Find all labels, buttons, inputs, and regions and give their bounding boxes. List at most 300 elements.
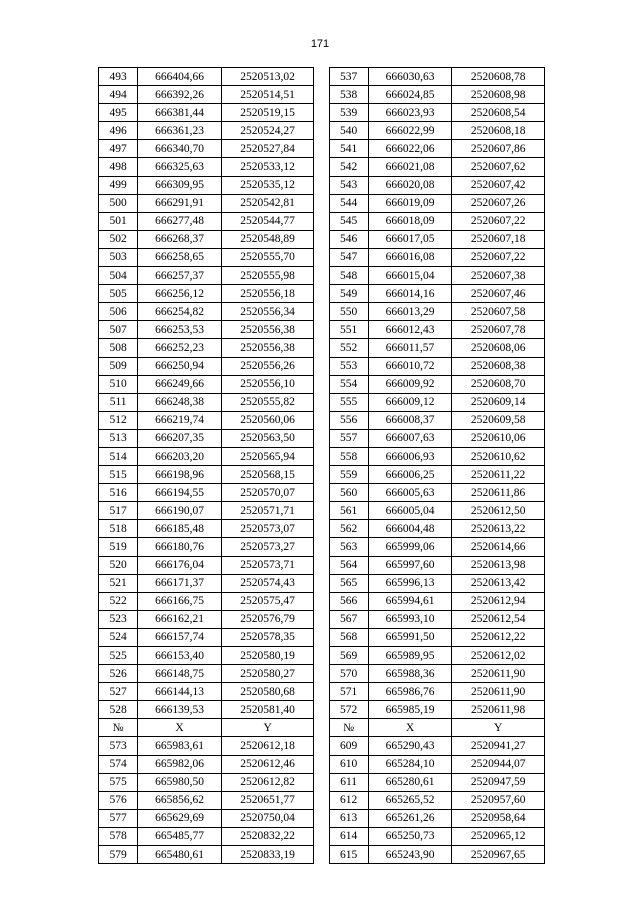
x-coordinate-cell: 666009,92 (368, 375, 452, 393)
point-number-cell: 549 (329, 285, 368, 303)
y-coordinate-cell: 2520555,70 (221, 248, 314, 266)
table-row (99, 158, 545, 176)
column-gap (314, 447, 329, 465)
table-row (99, 357, 545, 375)
y-coordinate-cell: 2520607,22 (452, 248, 545, 266)
column-gap (314, 773, 329, 791)
y-coordinate-cell: 2520542,81 (221, 194, 314, 212)
y-coordinate-cell: 2520612,02 (452, 647, 545, 665)
x-coordinate-cell: 666006,25 (368, 466, 452, 484)
point-number-cell: 610 (329, 755, 368, 773)
point-number-cell: 555 (329, 393, 368, 411)
x-coordinate-cell: 666030,63 (368, 68, 452, 86)
column-gap (314, 411, 329, 429)
y-coordinate-cell: 2520613,22 (452, 520, 545, 538)
column-gap (314, 647, 329, 665)
table-row (99, 592, 545, 610)
x-coordinate-cell: 666250,94 (138, 357, 222, 375)
y-coordinate-cell: 2520612,18 (221, 737, 314, 755)
x-coordinate-cell: 666139,53 (138, 701, 222, 719)
header-number: № (99, 719, 138, 737)
y-coordinate-cell: 2520573,27 (221, 538, 314, 556)
x-coordinate-cell: 666018,09 (368, 212, 452, 230)
x-coordinate-cell: 665856,62 (138, 791, 222, 809)
table-row (99, 502, 545, 520)
point-number-cell: 500 (99, 194, 138, 212)
point-number-cell: 569 (329, 647, 368, 665)
table-row (99, 375, 545, 393)
x-coordinate-cell: 666006,93 (368, 447, 452, 465)
column-gap (314, 755, 329, 773)
point-number-cell: 550 (329, 303, 368, 321)
x-coordinate-cell: 665983,61 (138, 737, 222, 755)
column-gap (314, 321, 329, 339)
table-row (99, 574, 545, 592)
x-coordinate-cell: 665999,06 (368, 538, 452, 556)
point-number-cell: 515 (99, 466, 138, 484)
x-coordinate-cell: 666148,75 (138, 665, 222, 683)
y-coordinate-cell: 2520560,06 (221, 411, 314, 429)
table-row (99, 86, 545, 104)
y-coordinate-cell: 2520957,60 (452, 791, 545, 809)
y-coordinate-cell: 2520519,15 (221, 104, 314, 122)
point-number-cell: 554 (329, 375, 368, 393)
y-coordinate-cell: 2520513,02 (221, 68, 314, 86)
point-number-cell: 576 (99, 791, 138, 809)
point-number-cell: 566 (329, 592, 368, 610)
y-coordinate-cell: 2520607,26 (452, 194, 545, 212)
y-coordinate-cell: 2520750,04 (221, 809, 314, 827)
y-coordinate-cell: 2520944,07 (452, 755, 545, 773)
column-gap (314, 683, 329, 701)
point-number-cell: 526 (99, 665, 138, 683)
y-coordinate-cell: 2520611,90 (452, 683, 545, 701)
y-coordinate-cell: 2520613,42 (452, 574, 545, 592)
y-coordinate-cell: 2520612,22 (452, 628, 545, 646)
table-row (99, 538, 545, 556)
x-coordinate-cell: 665996,13 (368, 574, 452, 592)
point-number-cell: 543 (329, 176, 368, 194)
table-row (99, 104, 545, 122)
column-gap (314, 267, 329, 285)
point-number-cell: 497 (99, 140, 138, 158)
table-row (99, 827, 545, 845)
column-gap (314, 393, 329, 411)
x-coordinate-cell: 666381,44 (138, 104, 222, 122)
table-row (99, 176, 545, 194)
y-coordinate-cell: 2520527,84 (221, 140, 314, 158)
table-row (99, 683, 545, 701)
y-coordinate-cell: 2520580,19 (221, 647, 314, 665)
point-number-cell: 537 (329, 68, 368, 86)
point-number-cell: 552 (329, 339, 368, 357)
point-number-cell: 499 (99, 176, 138, 194)
point-number-cell: 558 (329, 447, 368, 465)
y-coordinate-cell: 2520607,62 (452, 158, 545, 176)
column-gap (314, 791, 329, 809)
x-coordinate-cell: 666023,93 (368, 104, 452, 122)
point-number-cell: 546 (329, 230, 368, 248)
column-gap (314, 68, 329, 86)
y-coordinate-cell: 2520563,50 (221, 429, 314, 447)
x-coordinate-cell: 666019,09 (368, 194, 452, 212)
x-coordinate-cell: 666361,23 (138, 122, 222, 140)
y-coordinate-cell: 2520607,46 (452, 285, 545, 303)
y-coordinate-cell: 2520965,12 (452, 827, 545, 845)
point-number-cell: 510 (99, 375, 138, 393)
point-number-cell: 502 (99, 230, 138, 248)
y-coordinate-cell: 2520548,89 (221, 230, 314, 248)
y-coordinate-cell: 2520555,82 (221, 393, 314, 411)
y-coordinate-cell: 2520611,90 (452, 665, 545, 683)
point-number-cell: 563 (329, 538, 368, 556)
x-coordinate-cell: 665629,69 (138, 809, 222, 827)
x-coordinate-cell: 665993,10 (368, 610, 452, 628)
x-coordinate-cell: 666020,08 (368, 176, 452, 194)
x-coordinate-cell: 666157,74 (138, 628, 222, 646)
column-gap (314, 484, 329, 502)
x-coordinate-cell: 665997,60 (368, 556, 452, 574)
y-coordinate-cell: 2520565,94 (221, 447, 314, 465)
point-number-cell: 551 (329, 321, 368, 339)
y-coordinate-cell: 2520612,50 (452, 502, 545, 520)
y-coordinate-cell: 2520556,26 (221, 357, 314, 375)
y-coordinate-cell: 2520613,98 (452, 556, 545, 574)
column-gap (314, 230, 329, 248)
x-coordinate-cell: 666008,37 (368, 411, 452, 429)
y-coordinate-cell: 2520556,18 (221, 285, 314, 303)
x-coordinate-cell: 666291,91 (138, 194, 222, 212)
table-row (99, 411, 545, 429)
point-number-cell: 521 (99, 574, 138, 592)
x-coordinate-cell: 666005,04 (368, 502, 452, 520)
table-row (99, 737, 545, 755)
column-gap (314, 719, 329, 737)
x-coordinate-cell: 666022,06 (368, 140, 452, 158)
table-row (99, 755, 545, 773)
point-number-cell: 503 (99, 248, 138, 266)
point-number-cell: 524 (99, 628, 138, 646)
column-gap (314, 502, 329, 520)
x-coordinate-cell: 666015,04 (368, 267, 452, 285)
y-coordinate-cell: 2520556,38 (221, 321, 314, 339)
x-coordinate-cell: 665265,52 (368, 791, 452, 809)
x-coordinate-cell: 666162,21 (138, 610, 222, 628)
x-coordinate-cell: 666016,08 (368, 248, 452, 266)
column-gap (314, 466, 329, 484)
point-number-cell: 565 (329, 574, 368, 592)
y-coordinate-cell: 2520651,77 (221, 791, 314, 809)
point-number-cell: 574 (99, 755, 138, 773)
point-number-cell: 494 (99, 86, 138, 104)
table-row (99, 321, 545, 339)
x-coordinate-cell: 666166,75 (138, 592, 222, 610)
table-row (99, 248, 545, 266)
x-coordinate-cell: 665991,50 (368, 628, 452, 646)
table-row (99, 267, 545, 285)
x-coordinate-cell: 666258,65 (138, 248, 222, 266)
table-row (99, 68, 545, 86)
x-coordinate-cell: 665280,61 (368, 773, 452, 791)
y-coordinate-cell: 2520607,42 (452, 176, 545, 194)
point-number-cell: 547 (329, 248, 368, 266)
y-coordinate-cell: 2520580,27 (221, 665, 314, 683)
table-header-row (99, 719, 545, 737)
x-coordinate-cell: 666190,07 (138, 502, 222, 520)
column-gap (314, 592, 329, 610)
table-row (99, 466, 545, 484)
x-coordinate-cell: 666392,26 (138, 86, 222, 104)
x-coordinate-cell: 666194,55 (138, 484, 222, 502)
column-gap (314, 285, 329, 303)
y-coordinate-cell: 2520568,15 (221, 466, 314, 484)
table-row (99, 846, 545, 864)
point-number-cell: 570 (329, 665, 368, 683)
point-number-cell: 513 (99, 429, 138, 447)
x-coordinate-cell: 666011,57 (368, 339, 452, 357)
y-coordinate-cell: 2520612,54 (452, 610, 545, 628)
column-gap (314, 212, 329, 230)
point-number-cell: 523 (99, 610, 138, 628)
point-number-cell: 578 (99, 827, 138, 845)
y-coordinate-cell: 2520612,82 (221, 773, 314, 791)
x-coordinate-cell: 666268,37 (138, 230, 222, 248)
point-number-cell: 527 (99, 683, 138, 701)
y-coordinate-cell: 2520958,64 (452, 809, 545, 827)
x-coordinate-cell: 666325,63 (138, 158, 222, 176)
x-coordinate-cell: 666203,20 (138, 447, 222, 465)
x-coordinate-cell: 666171,37 (138, 574, 222, 592)
x-coordinate-cell: 665982,06 (138, 755, 222, 773)
point-number-cell: 572 (329, 701, 368, 719)
point-number-cell: 517 (99, 502, 138, 520)
y-coordinate-cell: 2520608,06 (452, 339, 545, 357)
point-number-cell: 507 (99, 321, 138, 339)
x-coordinate-cell: 665480,61 (138, 846, 222, 864)
point-number-cell: 611 (329, 773, 368, 791)
column-gap (314, 846, 329, 864)
table-row (99, 647, 545, 665)
x-coordinate-cell: 666012,43 (368, 321, 452, 339)
x-coordinate-cell: 666153,40 (138, 647, 222, 665)
column-gap (314, 556, 329, 574)
x-coordinate-cell: 665290,43 (368, 737, 452, 755)
x-coordinate-cell: 666252,23 (138, 339, 222, 357)
point-number-cell: 501 (99, 212, 138, 230)
y-coordinate-cell: 2520556,34 (221, 303, 314, 321)
table-row (99, 429, 545, 447)
y-coordinate-cell: 2520581,40 (221, 701, 314, 719)
column-gap (314, 520, 329, 538)
x-coordinate-cell: 666024,85 (368, 86, 452, 104)
y-coordinate-cell: 2520571,71 (221, 502, 314, 520)
point-number-cell: 516 (99, 484, 138, 502)
point-number-cell: 505 (99, 285, 138, 303)
y-coordinate-cell: 2520611,86 (452, 484, 545, 502)
table-row (99, 701, 545, 719)
table-row (99, 773, 545, 791)
point-number-cell: 567 (329, 610, 368, 628)
x-coordinate-cell: 666176,04 (138, 556, 222, 574)
x-coordinate-cell: 665994,61 (368, 592, 452, 610)
table-row (99, 393, 545, 411)
column-gap (314, 628, 329, 646)
point-number-cell: 564 (329, 556, 368, 574)
y-coordinate-cell: 2520544,77 (221, 212, 314, 230)
point-number-cell: 615 (329, 846, 368, 864)
x-coordinate-cell: 666013,29 (368, 303, 452, 321)
point-number-cell: 508 (99, 339, 138, 357)
x-coordinate-cell: 665986,76 (368, 683, 452, 701)
header-number: № (329, 719, 368, 737)
point-number-cell: 557 (329, 429, 368, 447)
column-gap (314, 827, 329, 845)
point-number-cell: 493 (99, 68, 138, 86)
header-y: Y (221, 719, 314, 737)
y-coordinate-cell: 2520578,35 (221, 628, 314, 646)
point-number-cell: 545 (329, 212, 368, 230)
coordinates-table (98, 67, 545, 864)
table-row (99, 194, 545, 212)
x-coordinate-cell: 666248,38 (138, 393, 222, 411)
y-coordinate-cell: 2520833,19 (221, 846, 314, 864)
column-gap (314, 429, 329, 447)
table-row (99, 791, 545, 809)
x-coordinate-cell: 666021,08 (368, 158, 452, 176)
x-coordinate-cell: 666198,96 (138, 466, 222, 484)
y-coordinate-cell: 2520556,10 (221, 375, 314, 393)
y-coordinate-cell: 2520612,94 (452, 592, 545, 610)
point-number-cell: 504 (99, 267, 138, 285)
y-coordinate-cell: 2520555,98 (221, 267, 314, 285)
y-coordinate-cell: 2520607,78 (452, 321, 545, 339)
x-coordinate-cell: 666010,72 (368, 357, 452, 375)
point-number-cell: 577 (99, 809, 138, 827)
point-number-cell: 519 (99, 538, 138, 556)
point-number-cell: 613 (329, 809, 368, 827)
x-coordinate-cell: 666185,48 (138, 520, 222, 538)
x-coordinate-cell: 666005,63 (368, 484, 452, 502)
column-gap (314, 574, 329, 592)
point-number-cell: 528 (99, 701, 138, 719)
point-number-cell: 539 (329, 104, 368, 122)
x-coordinate-cell: 666309,95 (138, 176, 222, 194)
y-coordinate-cell: 2520608,38 (452, 357, 545, 375)
table-row (99, 809, 545, 827)
table-row (99, 230, 545, 248)
column-gap (314, 701, 329, 719)
table-row (99, 212, 545, 230)
y-coordinate-cell: 2520607,86 (452, 140, 545, 158)
point-number-cell: 540 (329, 122, 368, 140)
table-row (99, 339, 545, 357)
header-x: X (138, 719, 222, 737)
y-coordinate-cell: 2520607,58 (452, 303, 545, 321)
y-coordinate-cell: 2520610,06 (452, 429, 545, 447)
x-coordinate-cell: 665985,19 (368, 701, 452, 719)
y-coordinate-cell: 2520524,27 (221, 122, 314, 140)
point-number-cell: 575 (99, 773, 138, 791)
column-gap (314, 194, 329, 212)
y-coordinate-cell: 2520580,68 (221, 683, 314, 701)
point-number-cell: 509 (99, 357, 138, 375)
x-coordinate-cell: 665988,36 (368, 665, 452, 683)
y-coordinate-cell: 2520607,22 (452, 212, 545, 230)
x-coordinate-cell: 666007,63 (368, 429, 452, 447)
x-coordinate-cell: 666277,48 (138, 212, 222, 230)
y-coordinate-cell: 2520614,66 (452, 538, 545, 556)
column-gap (314, 140, 329, 158)
x-coordinate-cell: 666256,12 (138, 285, 222, 303)
table-row (99, 556, 545, 574)
column-gap (314, 303, 329, 321)
column-gap (314, 357, 329, 375)
x-coordinate-cell: 666219,74 (138, 411, 222, 429)
y-coordinate-cell: 2520514,51 (221, 86, 314, 104)
point-number-cell: 541 (329, 140, 368, 158)
column-gap (314, 809, 329, 827)
column-gap (314, 86, 329, 104)
y-coordinate-cell: 2520575,47 (221, 592, 314, 610)
point-number-cell: 548 (329, 267, 368, 285)
x-coordinate-cell: 666340,70 (138, 140, 222, 158)
y-coordinate-cell: 2520573,71 (221, 556, 314, 574)
point-number-cell: 496 (99, 122, 138, 140)
point-number-cell: 495 (99, 104, 138, 122)
point-number-cell: 506 (99, 303, 138, 321)
y-coordinate-cell: 2520608,98 (452, 86, 545, 104)
x-coordinate-cell: 665261,26 (368, 809, 452, 827)
header-x: X (368, 719, 452, 737)
x-coordinate-cell: 666257,37 (138, 267, 222, 285)
x-coordinate-cell: 666180,76 (138, 538, 222, 556)
y-coordinate-cell: 2520611,98 (452, 701, 545, 719)
table-row (99, 122, 545, 140)
column-gap (314, 176, 329, 194)
x-coordinate-cell: 666022,99 (368, 122, 452, 140)
y-coordinate-cell: 2520609,14 (452, 393, 545, 411)
point-number-cell: 514 (99, 447, 138, 465)
point-number-cell: 609 (329, 737, 368, 755)
table-row (99, 628, 545, 646)
y-coordinate-cell: 2520611,22 (452, 466, 545, 484)
point-number-cell: 512 (99, 411, 138, 429)
point-number-cell: 544 (329, 194, 368, 212)
x-coordinate-cell: 666017,05 (368, 230, 452, 248)
y-coordinate-cell: 2520607,38 (452, 267, 545, 285)
y-coordinate-cell: 2520832,22 (221, 827, 314, 845)
y-coordinate-cell: 2520570,07 (221, 484, 314, 502)
x-coordinate-cell: 665989,95 (368, 647, 452, 665)
point-number-cell: 522 (99, 592, 138, 610)
point-number-cell: 560 (329, 484, 368, 502)
y-coordinate-cell: 2520941,27 (452, 737, 545, 755)
point-number-cell: 518 (99, 520, 138, 538)
point-number-cell: 612 (329, 791, 368, 809)
y-coordinate-cell: 2520610,62 (452, 447, 545, 465)
point-number-cell: 553 (329, 357, 368, 375)
column-gap (314, 610, 329, 628)
y-coordinate-cell: 2520607,18 (452, 230, 545, 248)
y-coordinate-cell: 2520608,70 (452, 375, 545, 393)
x-coordinate-cell: 666254,82 (138, 303, 222, 321)
y-coordinate-cell: 2520556,38 (221, 339, 314, 357)
y-coordinate-cell: 2520573,07 (221, 520, 314, 538)
y-coordinate-cell: 2520576,79 (221, 610, 314, 628)
table-row (99, 665, 545, 683)
table-row (99, 285, 545, 303)
y-coordinate-cell: 2520535,12 (221, 176, 314, 194)
